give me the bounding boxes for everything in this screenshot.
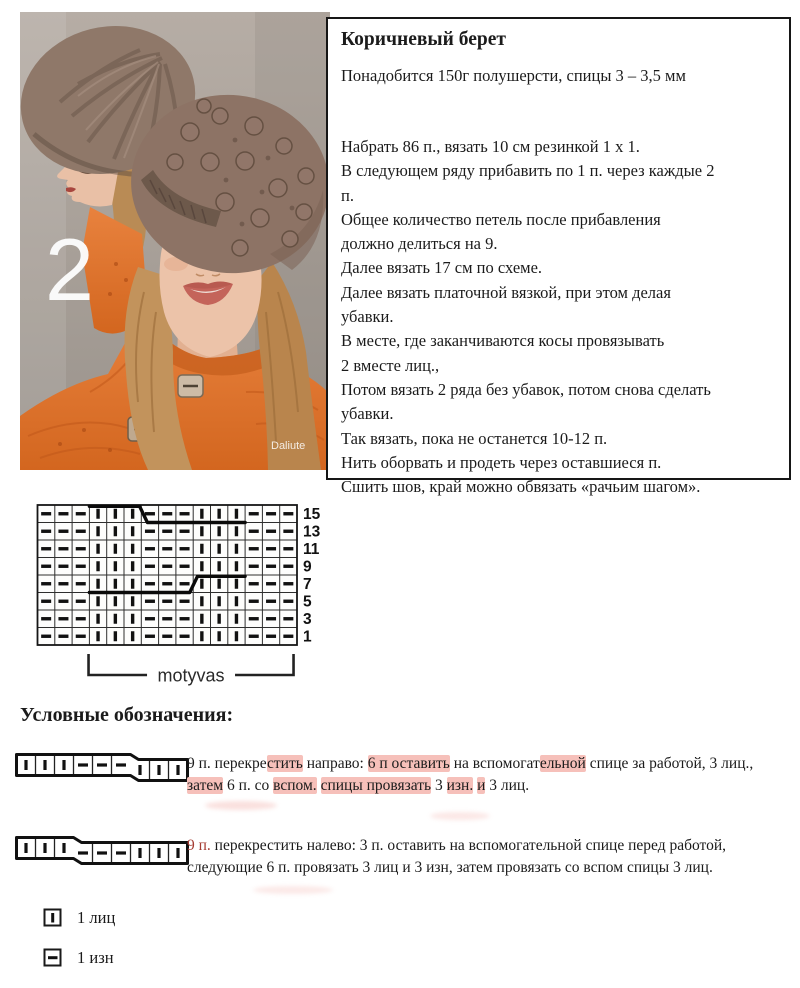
cable-desc-line [187,753,793,775]
desc-segment: 3 лиц. [485,776,530,794]
motif-bracket [235,654,294,675]
desc-segment: 9 п. перекре [187,755,268,772]
desc-segment: спицы провязать [320,776,432,794]
chart-row-label: 5 [303,593,312,611]
instruction-line: убавки. [341,307,394,327]
instruction-line: Общее количество петель после прибавления [341,209,661,229]
instruction-line: Сшить шов, край можно обвязать «рачьим шагом». [341,477,701,497]
chart-row-label: 7 [303,575,312,593]
instruction-line: Нить оборвать и продеть через оставшиеся п. [341,452,662,472]
chart-row-label: 11 [303,540,320,558]
desc-segment: затем [187,776,224,794]
photo-watermark: Daliute [271,440,306,452]
cable-symbol-outline [17,838,188,864]
model-number: 2 [45,220,94,319]
motif-label: motyvas [157,665,225,686]
chart-row-label: 3 [303,610,312,628]
instruction-line: В следующем ряду прибавить по 1 п. через каждые 2 [341,161,715,181]
desc-segment: 9 п. [187,837,211,854]
legend-heading: Условные обозначения: [20,704,234,726]
instruction-line: Потом вязать 2 ряда без убавок, потом снова сделать [341,379,711,399]
desc-segment: ельной [539,755,586,772]
cable-desc-line [187,775,793,797]
knitting-chart [36,498,346,698]
chart-row-label: 1 [303,628,312,646]
chart-row-label: 13 [303,523,321,541]
scan-smudge [205,801,277,810]
cable-symbol [14,834,192,867]
scan-smudge [253,886,333,894]
instruction-line: должно делиться на 9. [341,234,498,254]
photo-illustration [20,12,330,470]
motif-bracket [89,654,148,675]
instruction-line: Так вязать, пока не останется 10-12 п. [341,428,608,448]
purl-stitch-icon [42,947,64,969]
desc-segment: спице за работой, 3 лиц., [585,755,754,772]
instruction-line: Далее вязать 17 см по схеме. [341,258,543,278]
cable-symbol [14,751,192,784]
stitch-key-label: 1 изн [77,948,114,967]
stitch-key-purl [42,947,114,969]
desc-segment: 6 п. со [223,776,274,794]
chart-row-label: 9 [303,558,312,576]
desc-segment: и [477,776,486,794]
desc-segment: вспом. [273,776,317,794]
desc-segment: 6 п оставить [367,755,450,772]
chart-row-label: 15 [303,505,321,523]
desc-segment [317,777,321,794]
instruction-lines [341,135,777,499]
desc-segment: следующие 6 п. провязать 3 лиц и 3 изн, затем провязать со вспом спицы 3 лиц. [187,858,713,876]
cable-desc-line [187,857,793,879]
instruction-line: п. [341,185,354,205]
instruction-line: 2 вместе лиц., [341,355,440,375]
desc-segment: стить [267,755,303,772]
stitch-key-label: 1 лиц [77,908,116,927]
instruction-line: Набрать 86 п., вязать 10 см резинкой 1 х 1. [341,137,640,156]
stitch-key-knit [42,907,115,929]
desc-segment: изн. [446,776,474,794]
cable-symbol-outline [17,755,188,781]
instructions-box [326,17,791,497]
materials-line: Понадобится 150г полушерсти, спицы 3 – 3,5 мм [341,66,686,85]
desc-segment: 3 [431,776,447,794]
cable-desc [187,753,793,797]
scan-smudge [430,812,490,820]
desc-segment: на вспомогат [449,755,540,772]
chart-grid [38,505,298,645]
instruction-line: Далее вязать платочной вязкой, при этом делая [341,282,671,302]
instruction-line: убавки. [341,404,394,424]
chart-area [36,498,346,698]
desc-segment: направо: [302,755,368,772]
knit-stitch-icon [42,907,64,929]
instruction-line: В месте, где заканчиваются косы провязывать [341,331,665,351]
cable-desc-line [187,835,793,857]
cable-desc [187,835,793,879]
desc-segment: перекрестить налево: 3 п. оставить на вспомогательной спице перед работой, [210,837,727,854]
pattern-title: Коричневый берет [341,29,506,50]
pattern-photo [20,12,330,470]
